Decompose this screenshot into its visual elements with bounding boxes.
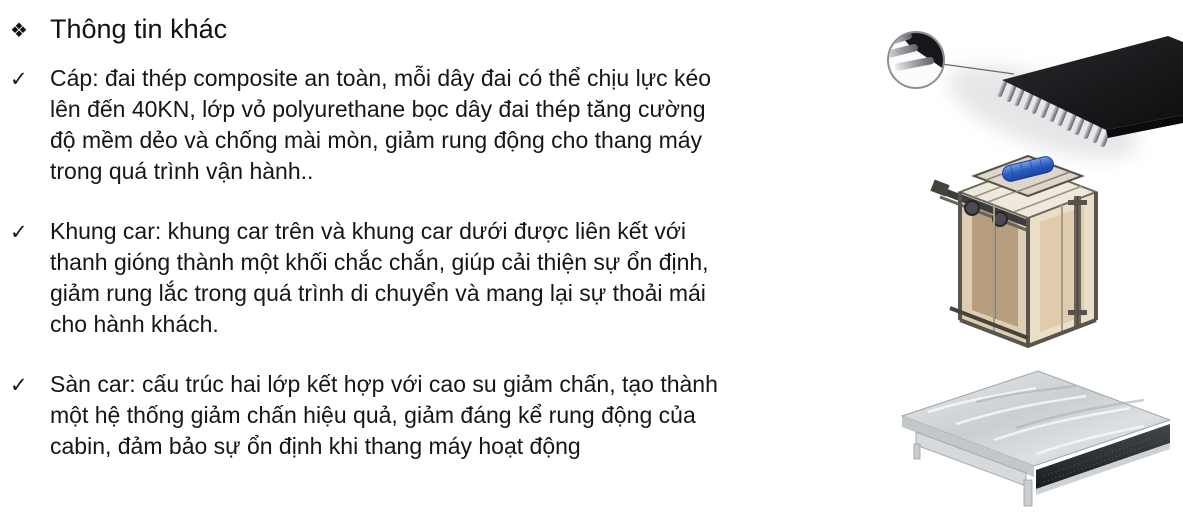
bullet-line: thanh gióng thành một khối chắc chắn, giúp cải thiện sự ổn định, [50,249,709,275]
checkmark-icon: ✓ [10,374,28,397]
bullet-line: cabin, đảm bảo sự ổn định khi thang máy hoạt động [50,433,581,459]
page-title: Thông tin khác [50,14,228,44]
car-floor-figure [886,362,1181,520]
bullet-line: cho hành khách. [50,311,219,337]
bullet-line: Khung car: khung car trên và khung car dưới được liên kết với [50,218,687,244]
floor-leg [1024,480,1032,506]
diamond-bullet-icon: ❖ [10,20,28,42]
pulley [965,201,979,215]
bullet-khung-car-text [50,216,709,340]
bullet-cap [10,63,820,187]
bullet-line: trong quá trình vận hành.. [50,158,314,184]
checkmark-icon: ✓ [10,68,28,91]
text-column [10,6,820,462]
bullet-line: một hệ thống giảm chấn hiệu quả, giảm đáng kể rung động của [50,402,696,428]
bullet-cap-text [50,63,711,187]
slide-title-row [10,12,820,46]
bullet-line: giảm rung lắc trong quá trình di chuyển và mang lại sự thoải mái [50,280,706,306]
bullet-line: Cáp: đai thép composite an toàn, mỗi dây đai có thể chịu lực kéo [50,65,712,91]
bullet-line: lên đến 40KN, lớp vỏ polyurethane bọc dây đai thép tăng cường [50,96,706,122]
car-frame-figure [928,140,1130,365]
car-floor-image [886,362,1181,517]
bullet-san-car-text [50,369,718,462]
checkmark-icon: ✓ [10,221,28,244]
bullet-san-car [10,369,820,462]
pulley [993,212,1007,226]
car-frame-image [928,140,1130,360]
bullet-line: độ mềm dẻo và chống mài mòn, giảm rung động cho thang máy [50,127,703,153]
floor-leg [914,444,920,459]
bullet-khung-car [10,216,820,340]
bullet-line: Sàn car: cấu trúc hai lớp kết hợp với cao su giảm chấn, tạo thành [50,371,718,397]
